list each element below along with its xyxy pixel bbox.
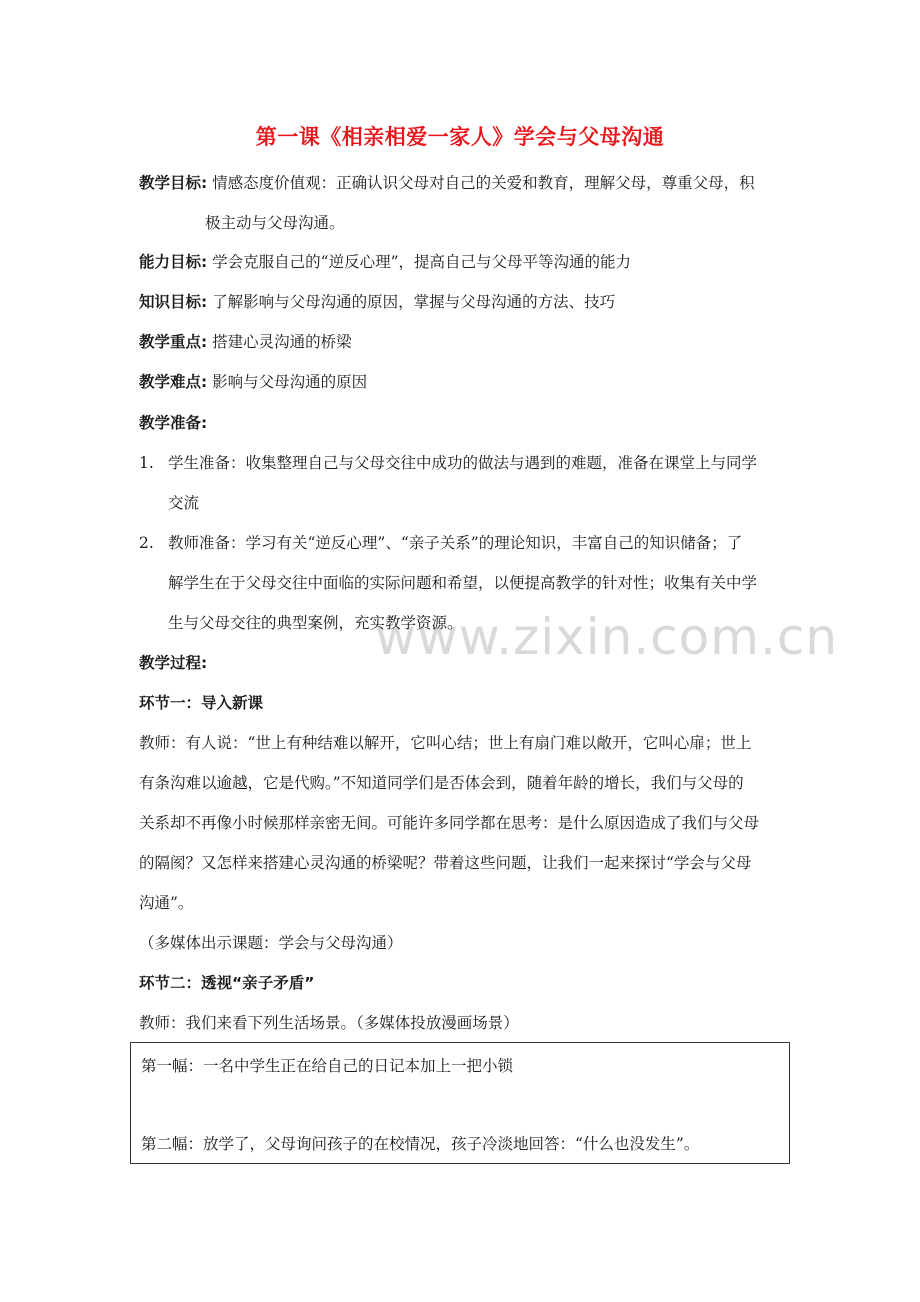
teaching-objective-text: 情感态度价值观：正确认识父母对自己的关爱和教育，理解父母，尊重父母，积 <box>212 174 755 192</box>
scene-item: 第一幅：一名中学生正在给自己的日记本加上一把小锁 <box>141 1057 514 1075</box>
preparation-item-1-line2: 交流 <box>168 494 200 512</box>
section1-line: 教师：有人说：“世上有种结难以解开，它叫心结；世上有扇门难以敞开，它叫心扉；世上 <box>139 734 752 752</box>
teaching-difficulty <box>139 371 367 393</box>
ability-objective <box>139 251 631 273</box>
watermark: www.zixin.com.cn <box>375 608 839 666</box>
preparation-heading: 教学准备: <box>139 414 208 432</box>
teaching-focus-text: 搭建心灵沟通的桥梁 <box>212 333 352 351</box>
section1-line: 关系却不再像小时候那样亲密无间。可能许多同学都在思考：是什么原因造成了我们与父母 <box>139 814 760 832</box>
list-number: 2. <box>139 534 154 552</box>
section1-note: （多媒体出示课题：学会与父母沟通） <box>139 934 403 952</box>
teaching-objective <box>139 172 755 194</box>
preparation-item-2 <box>139 532 154 554</box>
section1-line: 的隔阂？又怎样来搭建心灵沟通的桥梁呢？带着这些问题，让我们一起来探讨“学会与父母 <box>139 854 752 872</box>
teaching-objective-cont: 极主动与父母沟通。 <box>205 214 345 232</box>
ability-objective-label: 能力目标: <box>139 253 208 271</box>
scene-item: 第二幅：放学了，父母询问孩子的在校情况，孩子冷淡地回答：“什么也没发生”。 <box>141 1135 700 1153</box>
ability-objective-text: 学会克服自己的“逆反心理”，提高自己与父母平等沟通的能力 <box>212 253 631 271</box>
process-heading: 教学过程: <box>139 654 208 672</box>
teaching-objective-label: 教学目标: <box>139 174 208 192</box>
preparation-item-1 <box>139 452 154 474</box>
teaching-difficulty-text: 影响与父母沟通的原因 <box>212 373 368 391</box>
knowledge-objective-text: 了解影响与父母沟通的原因，掌握与父母沟通的方法、技巧 <box>212 293 616 311</box>
teaching-focus <box>139 331 352 353</box>
preparation-item-2-line2: 解学生在于父母交往中面临的实际问题和希望，以便提高教学的针对性；收集有关中学 <box>168 574 758 592</box>
section1-line: 有条沟难以逾越，它是代购。”不知道同学们是否体会到，随着年龄的增长，我们与父母的 <box>139 774 744 792</box>
preparation-item-1-line1: 学生准备：收集整理自己与父母交往中成功的做法与遇到的难题，准备在课堂上与同学 <box>168 454 758 472</box>
preparation-item-2-line3: 生与父母交往的典型案例，充实教学资源。 <box>168 614 463 632</box>
knowledge-objective <box>139 291 615 313</box>
scenes-table <box>130 1042 790 1164</box>
section1-line: 沟通”。 <box>139 894 194 912</box>
preparation-item-2-line1: 教师准备：学习有关“逆反心理”、“亲子关系”的理论知识，丰富自己的知识储备；了 <box>168 534 743 552</box>
document-title: 第一课《相亲相爱一家人》学会与父母沟通 <box>255 125 665 149</box>
teaching-focus-label: 教学重点: <box>139 333 208 351</box>
section2-title: 环节二：透视“亲子矛盾” <box>139 974 315 992</box>
list-number: 1. <box>139 454 154 472</box>
knowledge-objective-label: 知识目标: <box>139 293 208 311</box>
section2-text: 教师：我们来看下列生活场景。（多媒体投放漫画场景） <box>139 1014 519 1032</box>
teaching-difficulty-label: 教学难点: <box>139 373 208 391</box>
section1-title: 环节一：导入新课 <box>139 694 264 712</box>
